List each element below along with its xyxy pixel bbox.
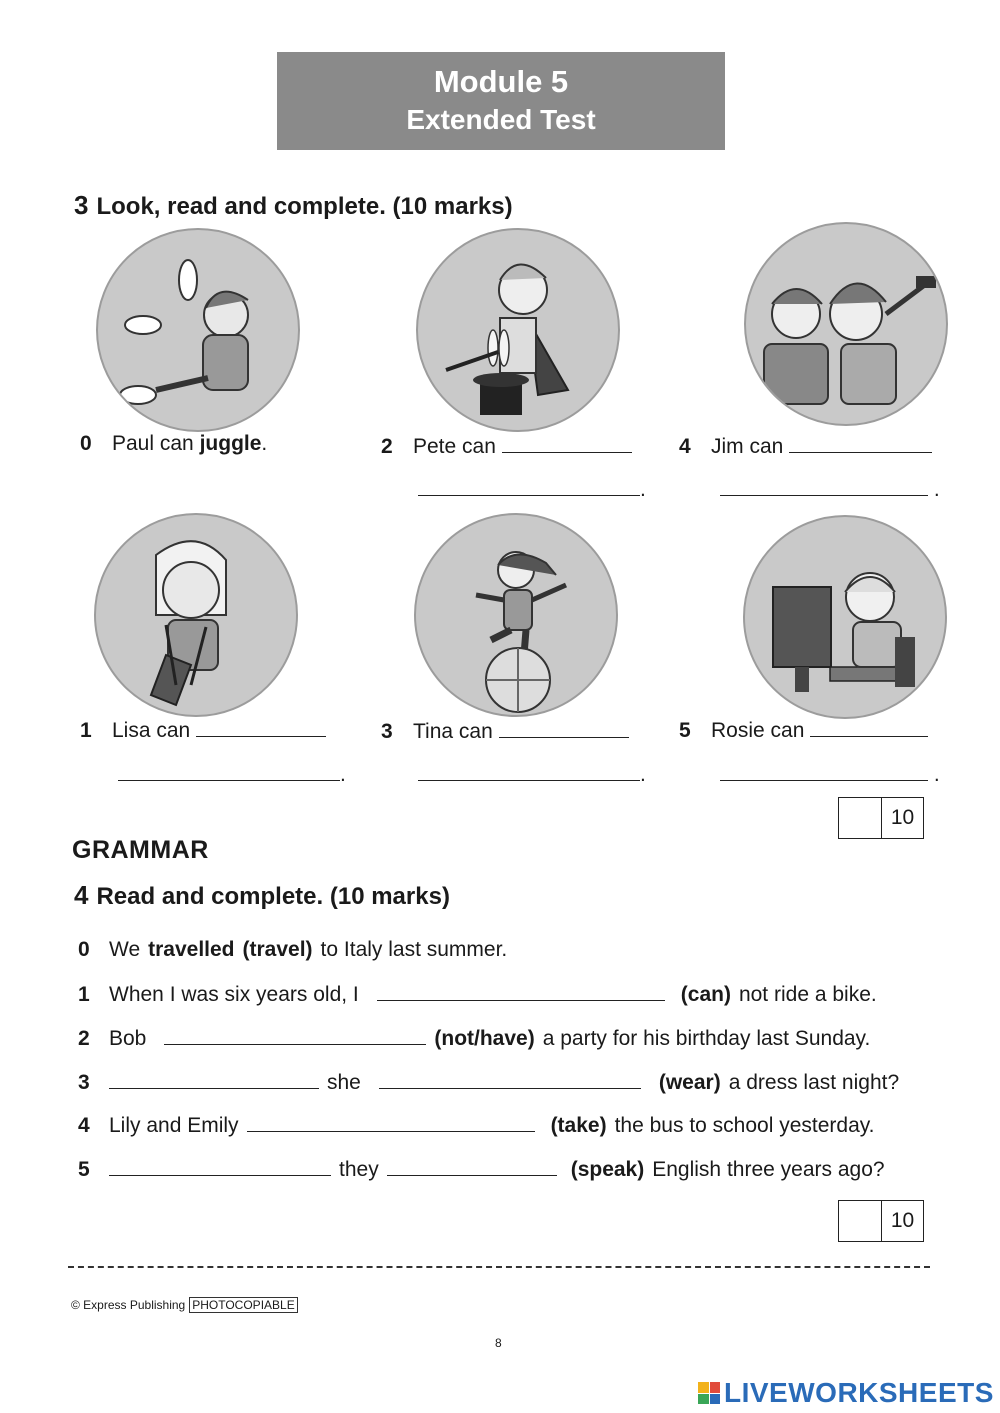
answer-blank[interactable] bbox=[387, 1157, 557, 1176]
item-1-continuation: . bbox=[118, 762, 346, 787]
answer-blank[interactable] bbox=[499, 719, 629, 738]
item-5-caption: 5 Rosie can bbox=[679, 718, 928, 743]
verb-hint: (not/have) bbox=[434, 1027, 535, 1050]
module-subtitle: Extended Test bbox=[406, 104, 596, 135]
page-number: 8 bbox=[495, 1336, 502, 1350]
exercise-instruction: Look, read and complete. (10 marks) bbox=[96, 193, 513, 220]
cut-line-divider bbox=[68, 1266, 930, 1268]
answer-blank[interactable] bbox=[502, 434, 632, 453]
sentence-1: 1 When I was six years old, I (can) not ride a bike. bbox=[78, 983, 877, 1006]
exercise-4-title bbox=[74, 880, 450, 911]
item-4-caption: 4 Jim can bbox=[679, 434, 932, 459]
example-answer: juggle bbox=[199, 432, 262, 455]
juggling-boy-picture bbox=[96, 228, 300, 432]
sentence-3: 3 she (wear) a dress last night? bbox=[78, 1071, 900, 1094]
answer-blank[interactable] bbox=[377, 982, 665, 1001]
answer-blank[interactable] bbox=[789, 434, 932, 453]
sentence-4: 4 Lily and Emily (take) the bus to school yesterday. bbox=[78, 1114, 875, 1137]
answer-blank[interactable] bbox=[810, 718, 928, 737]
copyright-text: © Express Publishing bbox=[71, 1298, 186, 1312]
liveworksheets-logo[interactable] bbox=[698, 1377, 994, 1409]
answer-blank[interactable] bbox=[118, 762, 340, 781]
answer-blank[interactable] bbox=[720, 762, 928, 781]
exercise-3-title bbox=[74, 190, 513, 221]
liveworksheets-icon bbox=[698, 1382, 720, 1404]
module-title: Module 5 bbox=[433, 64, 569, 99]
brand-name: LIVEWORKSHEETS bbox=[724, 1377, 994, 1408]
exercise-number: 4 bbox=[74, 880, 89, 910]
exercise-number: 3 bbox=[74, 190, 89, 220]
answer-blank[interactable] bbox=[418, 762, 640, 781]
example-answer: travelled bbox=[148, 938, 235, 961]
item-2-caption: 2 Pete can bbox=[381, 434, 632, 459]
balancing-girl-picture bbox=[414, 513, 618, 717]
grammar-heading: GRAMMAR bbox=[72, 836, 209, 864]
score-input[interactable] bbox=[839, 1201, 882, 1241]
item-0-caption: 0 Paul can juggle. bbox=[80, 432, 268, 455]
item-4-continuation: . bbox=[720, 477, 940, 502]
verb-hint: (speak) bbox=[570, 1158, 645, 1181]
sentence-0: 0 We travelled (travel) to Italy last summer. bbox=[78, 938, 508, 961]
score-input[interactable] bbox=[839, 798, 882, 838]
verb-hint: (travel) bbox=[242, 938, 313, 961]
item-1-caption: 1 Lisa can bbox=[80, 718, 326, 743]
verb-hint: (take) bbox=[550, 1114, 607, 1137]
sentence-2: 2 Bob (not/have) a party for his birthday last Sunday. bbox=[78, 1027, 871, 1050]
score-total: 10 bbox=[890, 1209, 915, 1232]
answer-blank[interactable] bbox=[109, 1157, 331, 1176]
copyright-footer bbox=[71, 1298, 298, 1312]
score-total: 10 bbox=[890, 806, 915, 829]
item-5-continuation: . bbox=[720, 762, 940, 787]
magician-picture bbox=[416, 228, 620, 432]
answer-blank[interactable] bbox=[379, 1070, 641, 1089]
verb-hint: (wear) bbox=[658, 1071, 721, 1094]
photocopiable-badge: PHOTOCOPIABLE bbox=[189, 1297, 297, 1313]
exercise-4-score-box bbox=[838, 1200, 924, 1242]
sentence-5: 5 they (speak) English three years ago? bbox=[78, 1158, 885, 1181]
knitting-girl-picture bbox=[94, 513, 298, 717]
item-3-continuation: . bbox=[418, 762, 646, 787]
verb-hint: (can) bbox=[680, 983, 731, 1006]
exercise-3-score-box bbox=[838, 797, 924, 839]
answer-blank[interactable] bbox=[164, 1026, 426, 1045]
exercise-instruction: Read and complete. (10 marks) bbox=[96, 883, 450, 910]
builder-boys-picture bbox=[744, 222, 948, 426]
answer-blank[interactable] bbox=[247, 1113, 535, 1132]
item-2-continuation: . bbox=[418, 477, 646, 502]
answer-blank[interactable] bbox=[109, 1070, 319, 1089]
module-header bbox=[277, 52, 725, 150]
answer-blank[interactable] bbox=[418, 477, 640, 496]
item-3-caption: 3 Tina can bbox=[381, 719, 629, 744]
computer-girl-picture bbox=[743, 515, 947, 719]
answer-blank[interactable] bbox=[720, 477, 928, 496]
answer-blank[interactable] bbox=[196, 718, 326, 737]
